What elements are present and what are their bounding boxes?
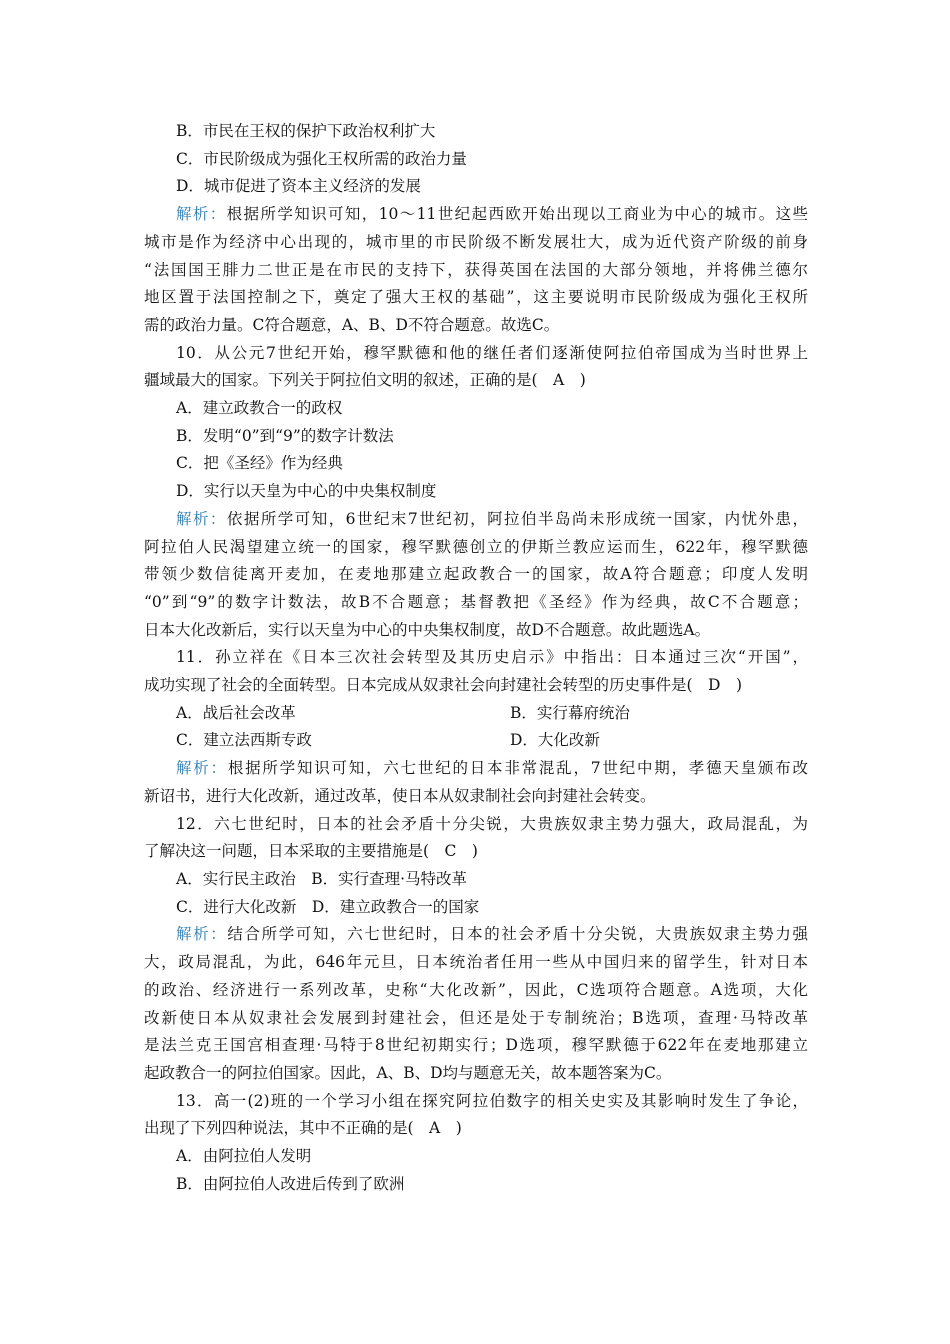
answer-option: B．市民在王权的保护下政治权利扩大 [176, 122, 436, 140]
answer-option: B．由阿拉伯人改进后传到了欧洲 [176, 1174, 405, 1193]
paragraph-line: 城市是作为经济中心出现的，城市里的市民阶级不断发展壮大，成为近代资产阶级的前身 [144, 232, 808, 251]
paragraph-line: 是法兰克王国宫相查理·马特于8世纪初期实行；D选项，穆罕默德于622年在麦地那建立 [144, 1036, 808, 1055]
answer-option: A．战后社会改革 [176, 703, 296, 722]
question-text: 10．从公元7世纪开始，穆罕默德和他的继任者们逐渐使阿拉伯帝国成为当时世界上 [176, 343, 808, 362]
answer-option: A．由阿拉伯人发明 [176, 1147, 312, 1166]
analysis-paragraph [144, 921, 808, 949]
analysis-paragraph [144, 201, 808, 229]
analysis-text: 依据所学可知，6世纪末7世纪初，阿拉伯半岛尚未形成统一国家，内忧外患， [226, 509, 808, 528]
answer-option: C．把《圣经》作为经典 [176, 454, 343, 473]
analysis-paragraph [144, 506, 808, 534]
answer-option: B．发明“0”到“9”的数字计数法 [176, 426, 394, 445]
analysis-paragraph [144, 755, 808, 783]
paragraph-line: 出现了下列四种说法，其中不正确的是( A ) [144, 1119, 462, 1138]
answer-option: C．市民阶级成为强化王权所需的政治力量 [176, 149, 467, 168]
paragraph-line: 阿拉伯人民渴望建立统一的国家，穆罕默德创立的伊斯兰教应运而生，622年，穆罕默德 [144, 537, 808, 556]
paragraph-line: “0”到“9”的数字计数法，故B不合题意；基督教把《圣经》作为经典，故C不合题意； [144, 592, 808, 611]
paragraph-line: 起政教合一的阿拉伯国家。因此，A、B、D均与题意无关，故本题答案为C。 [144, 1063, 672, 1082]
paragraph-line: 的政治、经济进行一系列改革，史称“大化改新”，因此，C选项符合题意。A选项，大化 [144, 980, 808, 999]
answer-option: B．实行幕府统治 [510, 703, 630, 722]
analysis-text: 根据所学知识可知，10～11世纪起西欧开始出现以工商业为中心的城市。这些 [226, 205, 808, 224]
answer-option: D．实行以天皇为中心的中央集权制度 [176, 482, 437, 501]
paragraph-line: 新诏书，进行大化改新，通过改革，使日本从奴隶制社会向封建社会转变。 [144, 786, 656, 805]
paragraph-line: 改新使日本从奴隶社会发展到封建社会，但还是处于专制统治；B选项，查理·马特改革 [144, 1008, 808, 1027]
analysis-label: 解析： [176, 759, 228, 778]
paragraph-line: 带领少数信徒离开麦加，在麦地那建立起政教合一的国家，故A符合题意；印度人发明 [144, 565, 808, 584]
document-page [144, 118, 808, 1198]
paragraph-line: 需的政治力量。C符合题意，A、B、D不符合题意。故选C。 [144, 315, 560, 334]
paragraph-line: 日本大化改新后，实行以天皇为中心的中央集权制度，故D不合题意。故此题选A。 [144, 620, 711, 639]
answer-option: A．实行民主政治 B．实行查理·马特改革 [176, 869, 468, 888]
answer-option: A．建立政教合一的政权 [176, 399, 343, 418]
answer-option: D．大化改新 [510, 731, 600, 750]
document-body [144, 118, 808, 1198]
analysis-label: 解析： [176, 205, 227, 224]
analysis-label: 解析： [176, 509, 227, 528]
question-text: 12．六七世纪时，日本的社会矛盾十分尖锐，大贵族奴隶主势力强大，政局混乱，为 [176, 814, 808, 833]
answer-option-row [144, 727, 808, 755]
answer-option: D．城市促进了资本主义经济的发展 [176, 177, 421, 196]
analysis-text: 根据所学知识可知，六七世纪的日本非常混乱，7世纪中期，孝德天皇颁布改 [227, 759, 808, 778]
paragraph-line: 了解决这一问题，日本采取的主要措施是( C ) [144, 842, 478, 861]
paragraph-line: “法国国王腓力二世正是在市民的支持下，获得英国在法国的大部分领地，并将佛兰德尔 [144, 260, 808, 279]
analysis-label: 解析： [176, 925, 228, 944]
answer-option: C．进行大化改新 D．建立政教合一的国家 [176, 897, 480, 916]
paragraph-line: 大，政局混乱，为此，646年元旦，日本统治者任用一些从中国归来的留学生，针对日本 [144, 953, 808, 972]
answer-option: C．建立法西斯专政 [176, 731, 312, 750]
paragraph-line: 成功实现了社会的全面转型。日本完成从奴隶社会向封建社会转型的历史事件是( D ) [144, 676, 743, 695]
question-text: 13．高一(2)班的一个学习小组在探究阿拉伯数字的相关史实及其影响时发生了争论， [176, 1091, 808, 1110]
analysis-text: 结合所学可知，六七世纪时，日本的社会矛盾十分尖锐，大贵族奴隶主势力强 [227, 925, 808, 944]
question-text: 11．孙立祥在《日本三次社会转型及其历史启示》中指出：日本通过三次“开国”， [176, 648, 808, 667]
paragraph-line: 疆域最大的国家。下列关于阿拉伯文明的叙述，正确的是( A ) [144, 371, 586, 390]
paragraph-line: 地区置于法国控制之下，奠定了强大王权的基础”，这主要说明市民阶级成为强化王权所 [144, 288, 808, 307]
answer-option-row [144, 700, 808, 728]
